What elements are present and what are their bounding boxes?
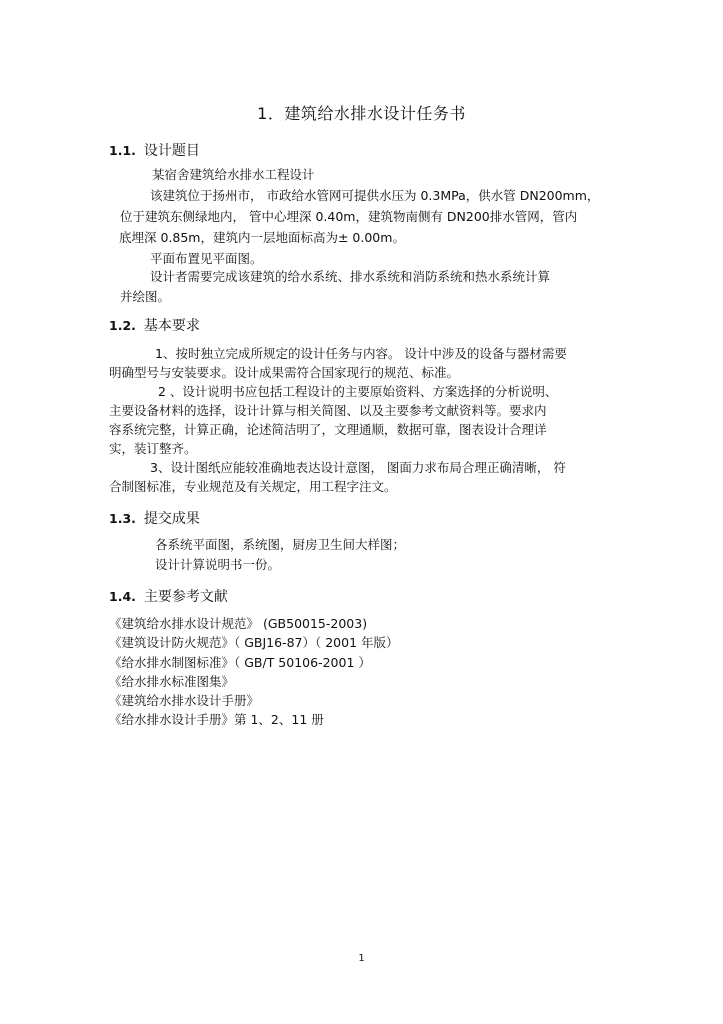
section-number: 1.1. [109, 143, 136, 158]
section-number: 1.2. [109, 318, 136, 333]
paragraph-line: 设计者需要完成该建筑的给水系统、排水系统和消防系统和热水系统计算 [150, 269, 551, 284]
reference-item: 《建筑给水排水设计规范》 (GB50015-2003) [109, 616, 368, 631]
reference-item: 《给水排水标准图集》 [109, 674, 235, 689]
paragraph-line: 各系统平面图，系统图，厨房卫生间大样图； [155, 537, 406, 552]
paragraph-line: 该建筑位于扬州市， 市政给水管网可提供水压为 0.3MPa，供水管 DN200mm， [150, 188, 600, 203]
section-title: 提交成果 [143, 511, 200, 527]
paragraph-line: 并绘图。 [120, 289, 171, 304]
paragraph-line: 2 、设计说明书应包括工程设计的主要原始资料、方案选择的分析说明、 [158, 384, 558, 399]
paragraph-line: 合制图标准，专业规范及有关规定，用工程字注文。 [109, 479, 397, 494]
section-number: 1.3. [109, 511, 136, 526]
section-title: 基本要求 [143, 318, 200, 334]
section-number: 1.4. [109, 589, 136, 604]
section-title: 设计题目 [143, 143, 200, 159]
document-title: 1．建筑给水排水设计任务书 [257, 104, 466, 123]
section-heading-1-1 [109, 141, 200, 161]
paragraph-line: 设计计算说明书一份。 [155, 557, 281, 572]
paragraph-line: 某宿舍建筑给水排水工程设计 [152, 167, 315, 182]
paragraph-line: 底埋深 0.85m，建筑内一层地面标高为± 0.00m。 [119, 230, 405, 245]
section-title: 主要参考文献 [143, 589, 228, 605]
paragraph-line: 主要设备材料的选择，设计计算与相关简图、以及主要参考文献资料等。要求内 [109, 403, 547, 418]
paragraph-line: 位于建筑东侧绿地内， 管中心埋深 0.40m，建筑物南侧有 DN200排水管网，管内 [120, 209, 578, 224]
section-heading-1-2 [109, 316, 200, 336]
paragraph-line: 明确型号与安装要求。设计成果需符合国家现行的规范、标准。 [109, 365, 460, 380]
section-heading-1-4 [109, 587, 228, 607]
section-heading-1-3 [109, 509, 200, 529]
paragraph-line: 1、按时独立完成所规定的设计任务与内容。 设计中涉及的设备与器材需要 [155, 346, 567, 361]
paragraph-line: 容系统完整，计算正确，论述简洁明了，文理通顺，数据可靠，图表设计合理详 [109, 422, 547, 437]
paragraph-line: 实，装订整齐。 [109, 441, 197, 456]
page-number: 1 [358, 953, 365, 964]
reference-item: 《建筑给水排水设计手册》 [109, 693, 260, 708]
reference-item: 《建筑设计防火规范》（ GBJ16-87）（ 2001 年版） [109, 635, 399, 650]
paragraph-line: 平面布置见平面图。 [150, 251, 263, 266]
reference-item: 《给水排水设计手册》第 1、2、11 册 [109, 712, 324, 727]
paragraph-line: 3、设计图纸应能较准确地表达设计意图， 图面力求布局合理正确清晰， 符 [150, 460, 566, 475]
reference-item: 《给水排水制图标准》（ GB/T 50106-2001 ） [109, 655, 371, 670]
